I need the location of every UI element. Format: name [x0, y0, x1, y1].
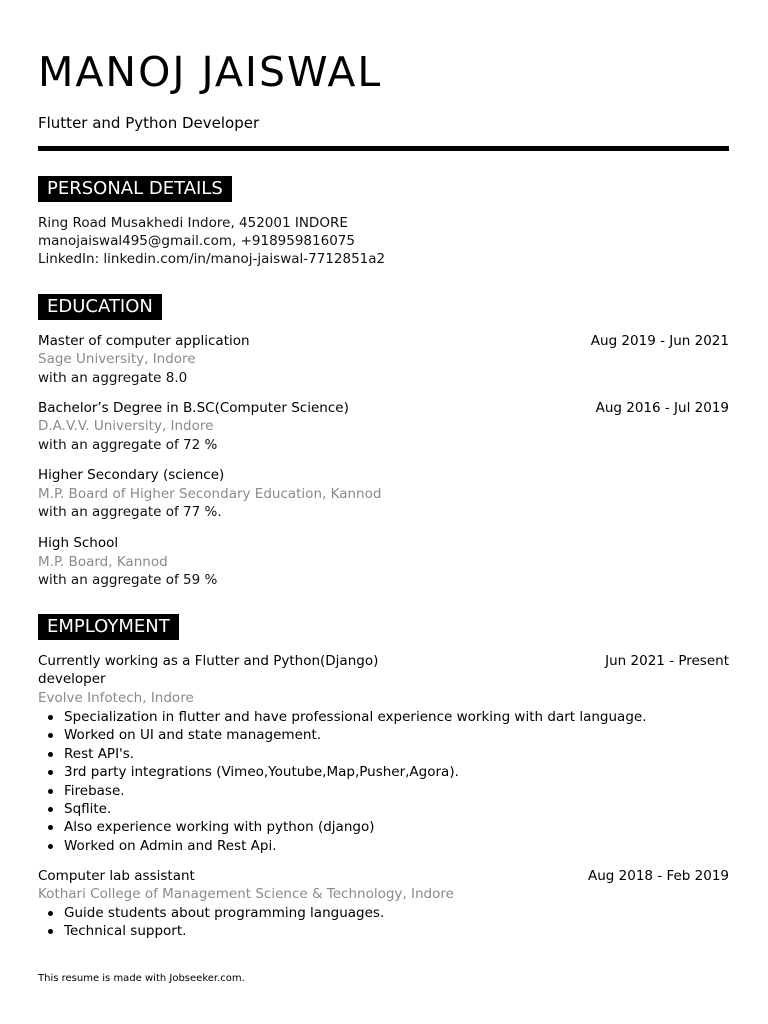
list-item	[38, 726, 647, 744]
bullet-text: Guide students about programming languages.	[64, 905, 385, 921]
job-title-line: Computer lab assistant	[38, 868, 195, 884]
section-heading-personal-details: PERSONAL DETAILS	[38, 176, 232, 202]
list-item	[38, 922, 384, 940]
job-bullet-list	[38, 708, 647, 855]
list-item	[38, 708, 647, 726]
job-bullet-list	[38, 904, 384, 941]
education-institution: M.P. Board, Kannod	[38, 554, 168, 570]
bullet-text: Sqflite.	[64, 801, 112, 818]
section-heading-employment: EMPLOYMENT	[38, 614, 179, 640]
bullet-text: 3rd party integrations (Vimeo,Youtube,Map,Pusher,Agora).	[64, 764, 459, 781]
list-item	[38, 763, 647, 781]
bullet-icon	[48, 752, 53, 757]
bullet-icon	[48, 825, 53, 830]
education-title: Higher Secondary (science)	[38, 467, 225, 483]
education-detail: with an aggregate 8.0	[38, 370, 188, 386]
email-phone: manojaiswal495@gmail.com, +918959816075	[38, 233, 355, 249]
list-item	[38, 800, 647, 818]
education-detail: with an aggregate of 72 %	[38, 437, 218, 453]
job-title-line: developer	[38, 671, 106, 687]
job-company: Kothari College of Management Science & Technology, Indore	[38, 886, 454, 902]
bullet-text: Firebase.	[64, 782, 125, 799]
education-institution: D.A.V.V. University, Indore	[38, 418, 214, 434]
bullet-text: Rest API's.	[64, 745, 135, 762]
header-divider	[38, 146, 729, 151]
job-date: Jun 2021 - Present	[605, 653, 729, 669]
bullet-icon	[48, 733, 53, 738]
education-title: Bachelor’s Degree in B.SC(Computer Science)	[38, 400, 349, 416]
bullet-text: Technical support.	[64, 923, 187, 940]
job-company: Evolve Infotech, Indore	[38, 690, 194, 706]
linkedin: LinkedIn: linkedin.com/in/manoj-jaiswal-7712851a2	[38, 251, 386, 267]
education-date: Aug 2019 - Jun 2021	[590, 333, 729, 349]
education-title: High School	[38, 535, 119, 551]
footer-note: This resume is made with Jobseeker.com.	[38, 973, 245, 984]
list-item	[38, 818, 647, 836]
list-item	[38, 745, 647, 763]
bullet-text: Specialization in flutter and have professional experience working with dart language.	[64, 709, 647, 725]
job-title-line: Currently working as a Flutter and Python(Django)	[38, 653, 379, 669]
bullet-icon	[48, 807, 53, 812]
bullet-text: Worked on Admin and Rest Api.	[64, 837, 277, 854]
education-detail: with an aggregate of 59 %	[38, 572, 218, 588]
list-item	[38, 837, 647, 855]
bullet-text: Also experience working with python (django)	[64, 819, 375, 836]
list-item	[38, 904, 384, 922]
address: Ring Road Musakhedi Indore, 452001 INDORE	[38, 215, 348, 231]
section-heading-education: EDUCATION	[38, 294, 162, 320]
candidate-name: MANOJ JAISWAL	[38, 48, 383, 96]
education-detail: with an aggregate of 77 %.	[38, 504, 222, 520]
job-date: Aug 2018 - Feb 2019	[587, 868, 729, 884]
bullet-icon	[48, 911, 53, 916]
education-date: Aug 2016 - Jul 2019	[595, 400, 729, 416]
job-title: Flutter and Python Developer	[38, 114, 260, 132]
education-institution: Sage University, Indore	[38, 351, 196, 367]
bullet-icon	[48, 929, 53, 934]
list-item	[38, 782, 647, 800]
education-title: Master of computer application	[38, 333, 250, 349]
bullet-icon	[48, 844, 53, 849]
bullet-icon	[48, 770, 53, 775]
bullet-text: Worked on UI and state management.	[64, 727, 322, 744]
bullet-icon	[48, 789, 53, 794]
bullet-icon	[48, 715, 53, 720]
education-institution: M.P. Board of Higher Secondary Education, Kannod	[38, 486, 382, 502]
